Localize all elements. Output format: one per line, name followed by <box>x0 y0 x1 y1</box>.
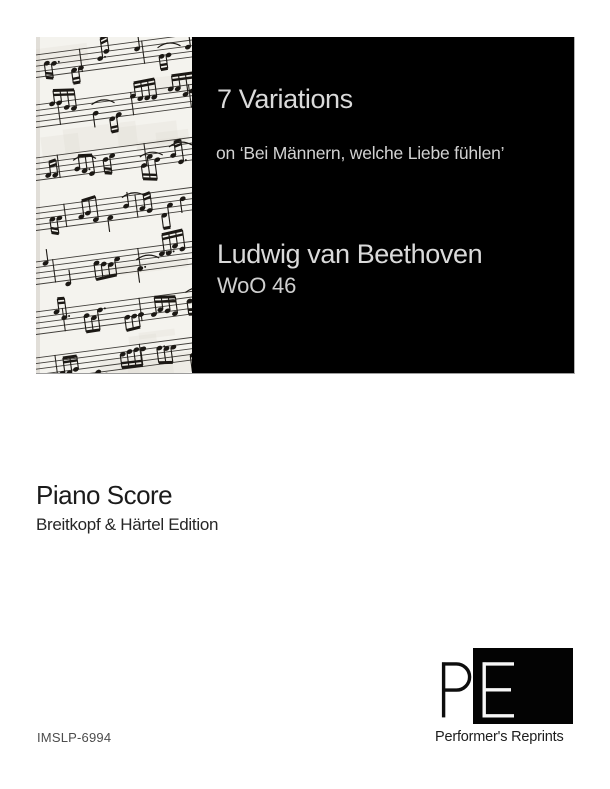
catalog-number: WoO 46 <box>217 273 297 298</box>
edition-label: Breitkopf & Härtel Edition <box>36 515 219 534</box>
pe-logo <box>430 650 580 730</box>
score-type-label: Piano Score <box>36 480 173 510</box>
cover-hero-panel <box>36 37 575 374</box>
document-id-label: IMSLP-6994 <box>37 730 112 745</box>
sheet-music-image <box>36 37 192 373</box>
composer-name: Ludwig van Beethoven <box>217 239 483 269</box>
publisher-label: Performer's Reprints <box>435 729 564 745</box>
work-title: 7 Variations <box>217 84 353 114</box>
work-subtitle: on ‘Bei Männern, welche Liebe fühlen’ <box>216 143 505 163</box>
